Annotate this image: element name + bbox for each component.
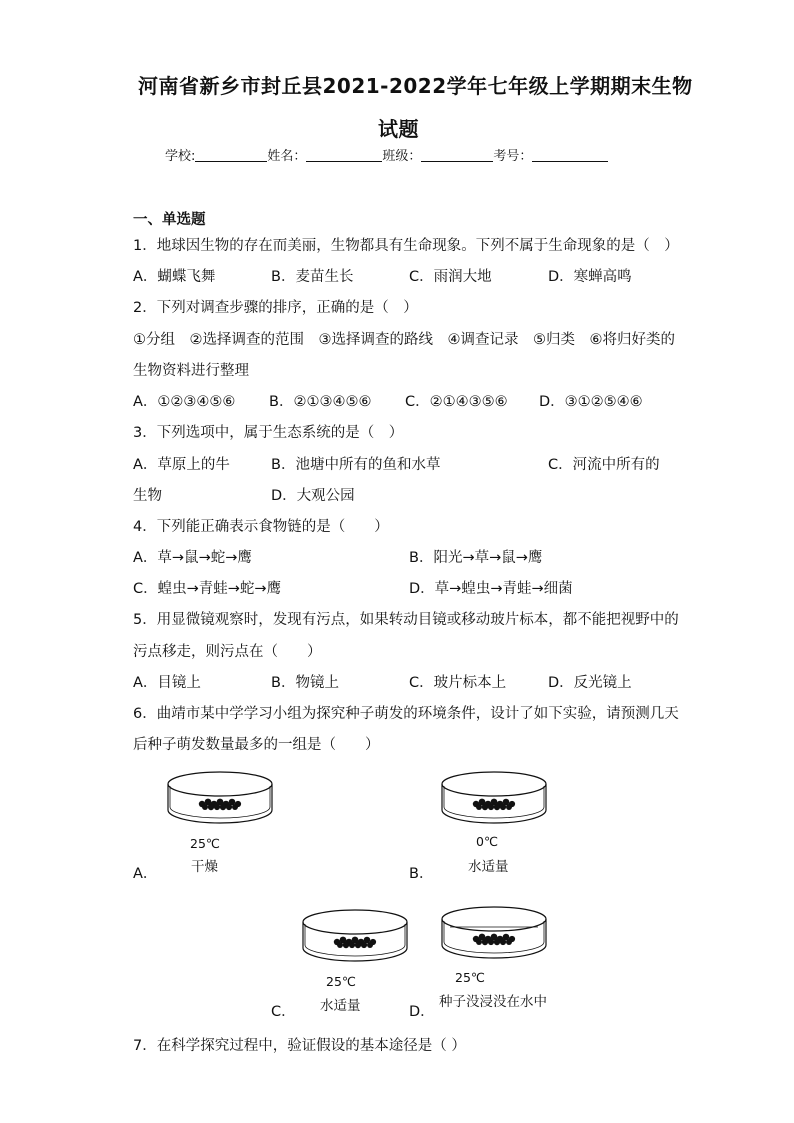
petri-dish-d-illustration	[440, 905, 548, 963]
dish-b-temperature: 0℃	[476, 834, 498, 849]
school-label: 学校:	[165, 149, 196, 164]
q3-option-c-continued: 生物	[133, 488, 162, 504]
name-blank[interactable]	[306, 147, 382, 162]
name-label: 姓名：	[267, 149, 307, 164]
dish-d-condition: 种子没浸没在水中	[439, 994, 547, 1010]
class-blank[interactable]	[421, 147, 493, 162]
q2-option-a: A．①②③④⑤⑥	[133, 394, 236, 410]
q2-steps-line2: 生物资料进行整理	[133, 363, 249, 379]
question-3-stem: 3．下列选项中，属于生态系统的是（ ）	[133, 425, 404, 441]
school-blank[interactable]	[195, 147, 267, 162]
q4-option-a: A．草→鼠→蛇→鹰	[133, 550, 252, 566]
q2-option-d: D．③①②⑤④⑥	[539, 394, 643, 410]
q4-option-d: D．草→蝗虫→青蛙→细菌	[409, 581, 573, 597]
q1-option-d: D．寒蝉高鸣	[548, 269, 632, 285]
q5-option-c: C．玻片标本上	[409, 675, 507, 691]
section-title: 一、单选题	[133, 212, 206, 228]
q4-option-c: C．蝗虫→青蛙→蛇→鹰	[133, 581, 282, 597]
page-title: 河南省新乡市封丘县2021-2022学年七年级上学期期末生物	[138, 74, 693, 98]
q6-option-b: B．	[409, 866, 434, 882]
q3-option-a: A．草原上的牛	[133, 457, 230, 473]
student-info-row	[165, 145, 608, 164]
dish-a-condition: 干燥	[191, 859, 218, 875]
dish-c-temperature: 25℃	[326, 974, 356, 989]
q3-option-c: C．河流中所有的	[548, 457, 660, 473]
q6-option-a: A．	[133, 866, 158, 882]
question-7-stem: 7．在科学探究过程中，验证假设的基本途径是（ ）	[133, 1038, 466, 1054]
id-blank[interactable]	[532, 147, 608, 162]
dish-c-condition: 水适量	[320, 998, 361, 1014]
q6-option-c: C．	[271, 1004, 296, 1020]
dish-b-condition: 水适量	[468, 859, 509, 875]
id-label: 考号：	[493, 149, 533, 164]
question-1-stem: 1．地球因生物的存在而美丽，生物都具有生命现象。下列不属于生命现象的是（ ）	[133, 238, 679, 254]
q2-steps-line1: ①分组 ②选择调查的范围 ③选择调查的路线 ④调查记录 ⑤归类 ⑥将归好类的	[133, 332, 675, 348]
q1-option-b: B．麦苗生长	[271, 269, 354, 285]
q2-option-b: B．②①③④⑤⑥	[269, 394, 372, 410]
dish-d-temperature: 25℃	[455, 970, 485, 985]
q1-option-a: A．蝴蝶飞舞	[133, 269, 216, 285]
question-6-stem-line1: 6．曲靖市某中学学习小组为探究种子萌发的环境条件，设计了如下实验，请预测几天	[133, 706, 679, 722]
q3-option-d: D．大观公园	[271, 488, 355, 504]
question-4-stem: 4．下列能正确表示食物链的是（ ）	[133, 519, 389, 535]
question-5-stem-line1: 5．用显微镜观察时，发现有污点，如果转动目镜或移动玻片标本，都不能把视野中的	[133, 612, 679, 628]
q5-option-b: B．物镜上	[271, 675, 339, 691]
q3-option-b: B．池塘中所有的鱼和水草	[271, 457, 441, 473]
q6-option-d: D．	[409, 1004, 435, 1020]
dish-a-temperature: 25℃	[190, 836, 220, 851]
page-title-line2: 试题	[378, 117, 419, 141]
q1-option-c: C．雨润大地	[409, 269, 492, 285]
question-2-stem: 2．下列对调查步骤的排序，正确的是（ ）	[133, 300, 418, 316]
q2-option-c: C．②①④③⑤⑥	[405, 394, 508, 410]
petri-dish-b-illustration	[440, 770, 548, 828]
petri-dish-a-illustration	[166, 770, 274, 828]
class-label: 班级：	[382, 149, 422, 164]
q4-option-b: B．阳光→草→鼠→鹰	[409, 550, 543, 566]
q5-option-d: D．反光镜上	[548, 675, 632, 691]
petri-dish-c-illustration	[301, 908, 409, 966]
q5-option-a: A．目镜上	[133, 675, 201, 691]
question-6-stem-line2: 后种子萌发数量最多的一组是（ ）	[133, 737, 380, 753]
question-5-stem-line2: 污点移走，则污点在（ ）	[133, 644, 322, 660]
